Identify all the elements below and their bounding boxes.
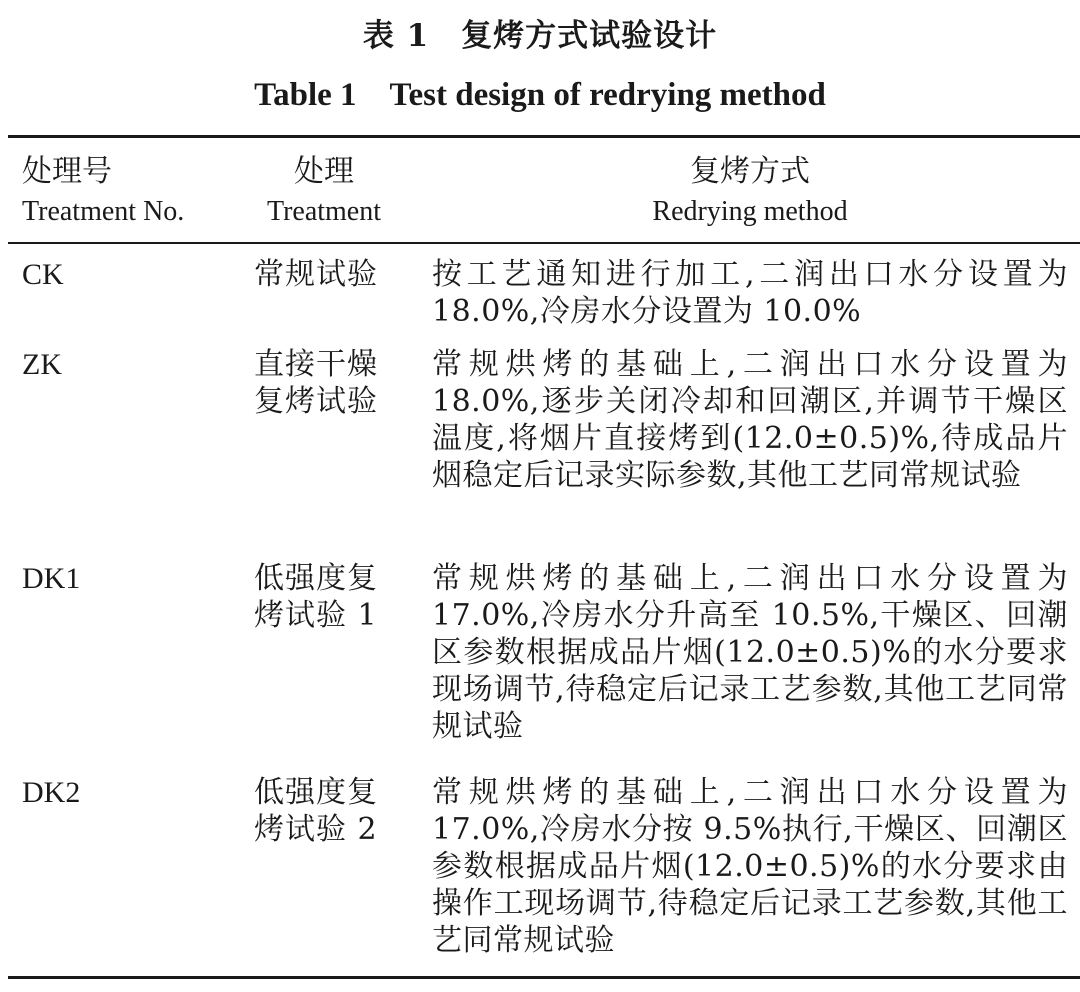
table-header-rule — [8, 242, 1080, 244]
row-ck-treatment: 常规试验 — [254, 257, 378, 292]
table-title-cn: 表 1 复烤方式试验设计 — [362, 18, 718, 54]
header-treatment-en: Treatment — [266, 196, 382, 227]
header-redrying-method-en: Redrying method — [652, 196, 848, 227]
row-dk2-no: DK2 — [22, 776, 81, 809]
row-dk1-treatment: 低强度复烤试验 1 — [254, 561, 378, 633]
table-title-en: Table 1 Test design of redrying method — [254, 77, 826, 113]
header-treatment-cn: 处理 — [294, 154, 354, 189]
row-dk1-method: 常规烘烤的基础上,二润出口水分设置为 17.0%,冷房水分升高至 10.5%,干燥区、回潮区参数根据成品片烟(12.0±0.5)%的水分要求现场调节,待稳定后记录工艺参数,其他工艺同常规试验 — [432, 561, 1068, 744]
table-top-rule — [8, 135, 1080, 138]
header-treatment-no — [22, 152, 184, 232]
header-treatment — [254, 152, 394, 232]
row-ck-no: CK — [22, 258, 64, 291]
header-redrying-method-cn: 复烤方式 — [690, 154, 810, 189]
row-dk2-treatment: 低强度复烤试验 2 — [254, 775, 378, 847]
row-zk-no: ZK — [22, 348, 62, 381]
header-treatment-no-cn: 处理号 — [22, 154, 112, 189]
row-zk-treatment: 直接干燥复烤试验 — [254, 347, 378, 419]
header-treatment-no-en: Treatment No. — [22, 196, 185, 227]
row-zk-method: 常规烘烤的基础上,二润出口水分设置为 18.0%,逐步关闭冷却和回潮区,并调节干燥区温度,将烟片直接烤到(12.0±0.5)%,待成品片烟稳定后记录实际参数,其他工艺同常规试验 — [432, 347, 1068, 493]
row-dk2-method: 常规烘烤的基础上,二润出口水分设置为 17.0%,冷房水分按 9.5%执行,干燥区、回潮区参数根据成品片烟(12.0±0.5)%的水分要求由操作工现场调节,待稳定后记录工艺参数,其他工艺同常规试验 — [432, 775, 1068, 958]
table-bottom-rule — [8, 976, 1080, 979]
row-dk1-no: DK1 — [22, 562, 81, 595]
row-ck-method: 按工艺通知进行加工,二润出口水分设置为 18.0%,冷房水分设置为 10.0% — [432, 257, 1068, 329]
header-redrying-method — [430, 152, 1070, 232]
